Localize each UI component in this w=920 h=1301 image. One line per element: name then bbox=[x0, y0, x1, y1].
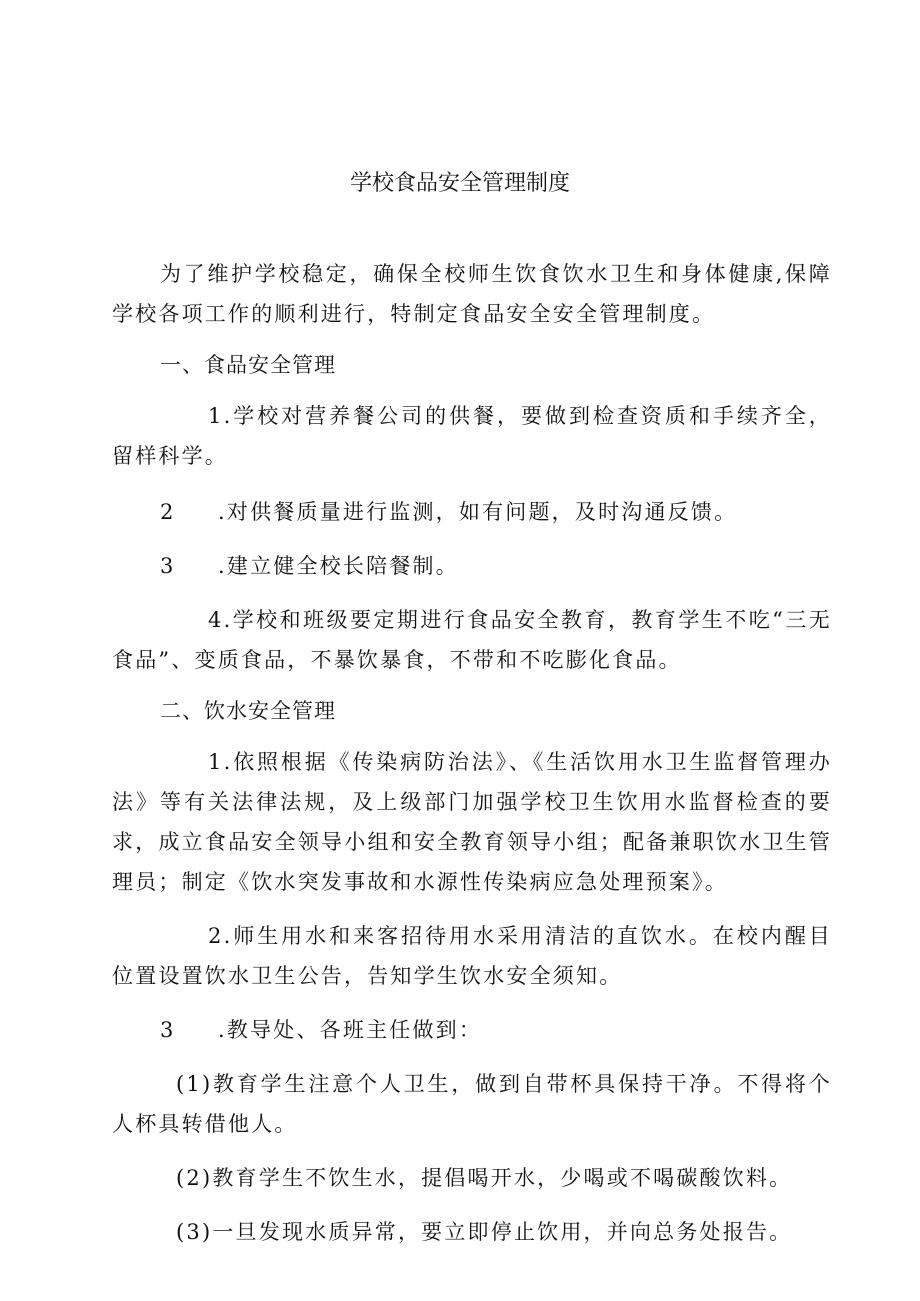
water-subitem-1 bbox=[112, 1064, 832, 1144]
food-item-3 bbox=[112, 546, 832, 586]
item-text: .对供餐质量进行监测，如有问题，及时沟通反馈。 bbox=[218, 500, 738, 524]
document-body bbox=[112, 254, 832, 1252]
food-item-2 bbox=[112, 492, 832, 532]
item-number: 2 bbox=[208, 924, 224, 948]
item-text: .学校和班级要定期进行食品安全教育，教育学生不吃“三无食品”、变质食品，不暴饮暴食，不带和不吃膨化食品。 bbox=[112, 608, 832, 672]
item-text: .建立健全校长陪餐制。 bbox=[218, 554, 459, 578]
section-heading-food: 一、食品安全管理 bbox=[160, 353, 336, 377]
item-number: 1 bbox=[208, 750, 224, 774]
food-item-4 bbox=[112, 600, 832, 680]
food-item-1 bbox=[112, 396, 832, 476]
water-subitem-2 bbox=[112, 1158, 832, 1198]
subitem-text: 教育学生注意个人卫生，做到自带杯具保持干净。不得将个人杯具转借他人。 bbox=[112, 1072, 832, 1136]
item-number: 2 bbox=[160, 500, 176, 524]
item-text: .教导处、各班主任做到： bbox=[218, 1018, 483, 1042]
item-number: 3 bbox=[160, 1018, 176, 1042]
subitem-text: 一旦发现水质异常，要立即停止饮用，并向总务处报告。 bbox=[212, 1220, 793, 1244]
item-text: .依照根据《传染病防治法》、《生活饮用水卫生监督管理办法》等有关法律法规，及上级部门加强学校卫生饮用水监督检查的要求，成立食品安全领导小组和安全教育领导小组；配备兼职饮水卫生管理员；制定《饮水突发事故和水源性传染病应急处理预案》。 bbox=[112, 750, 832, 894]
subitem-text: 教育学生不饮生水，提倡喝开水，少喝或不喝碳酸饮料。 bbox=[212, 1166, 793, 1190]
water-subitem-3 bbox=[112, 1212, 832, 1252]
item-number: 3 bbox=[160, 554, 176, 578]
subitem-number: (2) bbox=[176, 1166, 213, 1190]
item-number: 1 bbox=[208, 404, 224, 428]
water-item-2 bbox=[112, 916, 832, 996]
section-heading-water: 二、饮水安全管理 bbox=[160, 699, 336, 723]
item-number: 4 bbox=[208, 608, 224, 632]
subitem-number: (1) bbox=[176, 1072, 213, 1096]
water-item-3 bbox=[112, 1010, 832, 1050]
water-item-1 bbox=[112, 742, 832, 902]
item-text: .学校对营养餐公司的供餐，要做到检查资质和手续齐全，留样科学。 bbox=[112, 404, 832, 468]
item-text: .师生用水和来客招待用水采用清洁的直饮水。在校内醒目位置设置饮水卫生公告，告知学生饮水安全须知。 bbox=[112, 924, 832, 988]
document-title: 学校食品安全管理制度 bbox=[349, 171, 570, 196]
intro-paragraph: 为了维护学校稳定，确保全校师生饮食饮水卫生和身体健康,保障学校各项工作的顺利进行，特制定食品安全安全管理制度。 bbox=[112, 262, 832, 326]
subitem-number: (3) bbox=[176, 1220, 213, 1244]
